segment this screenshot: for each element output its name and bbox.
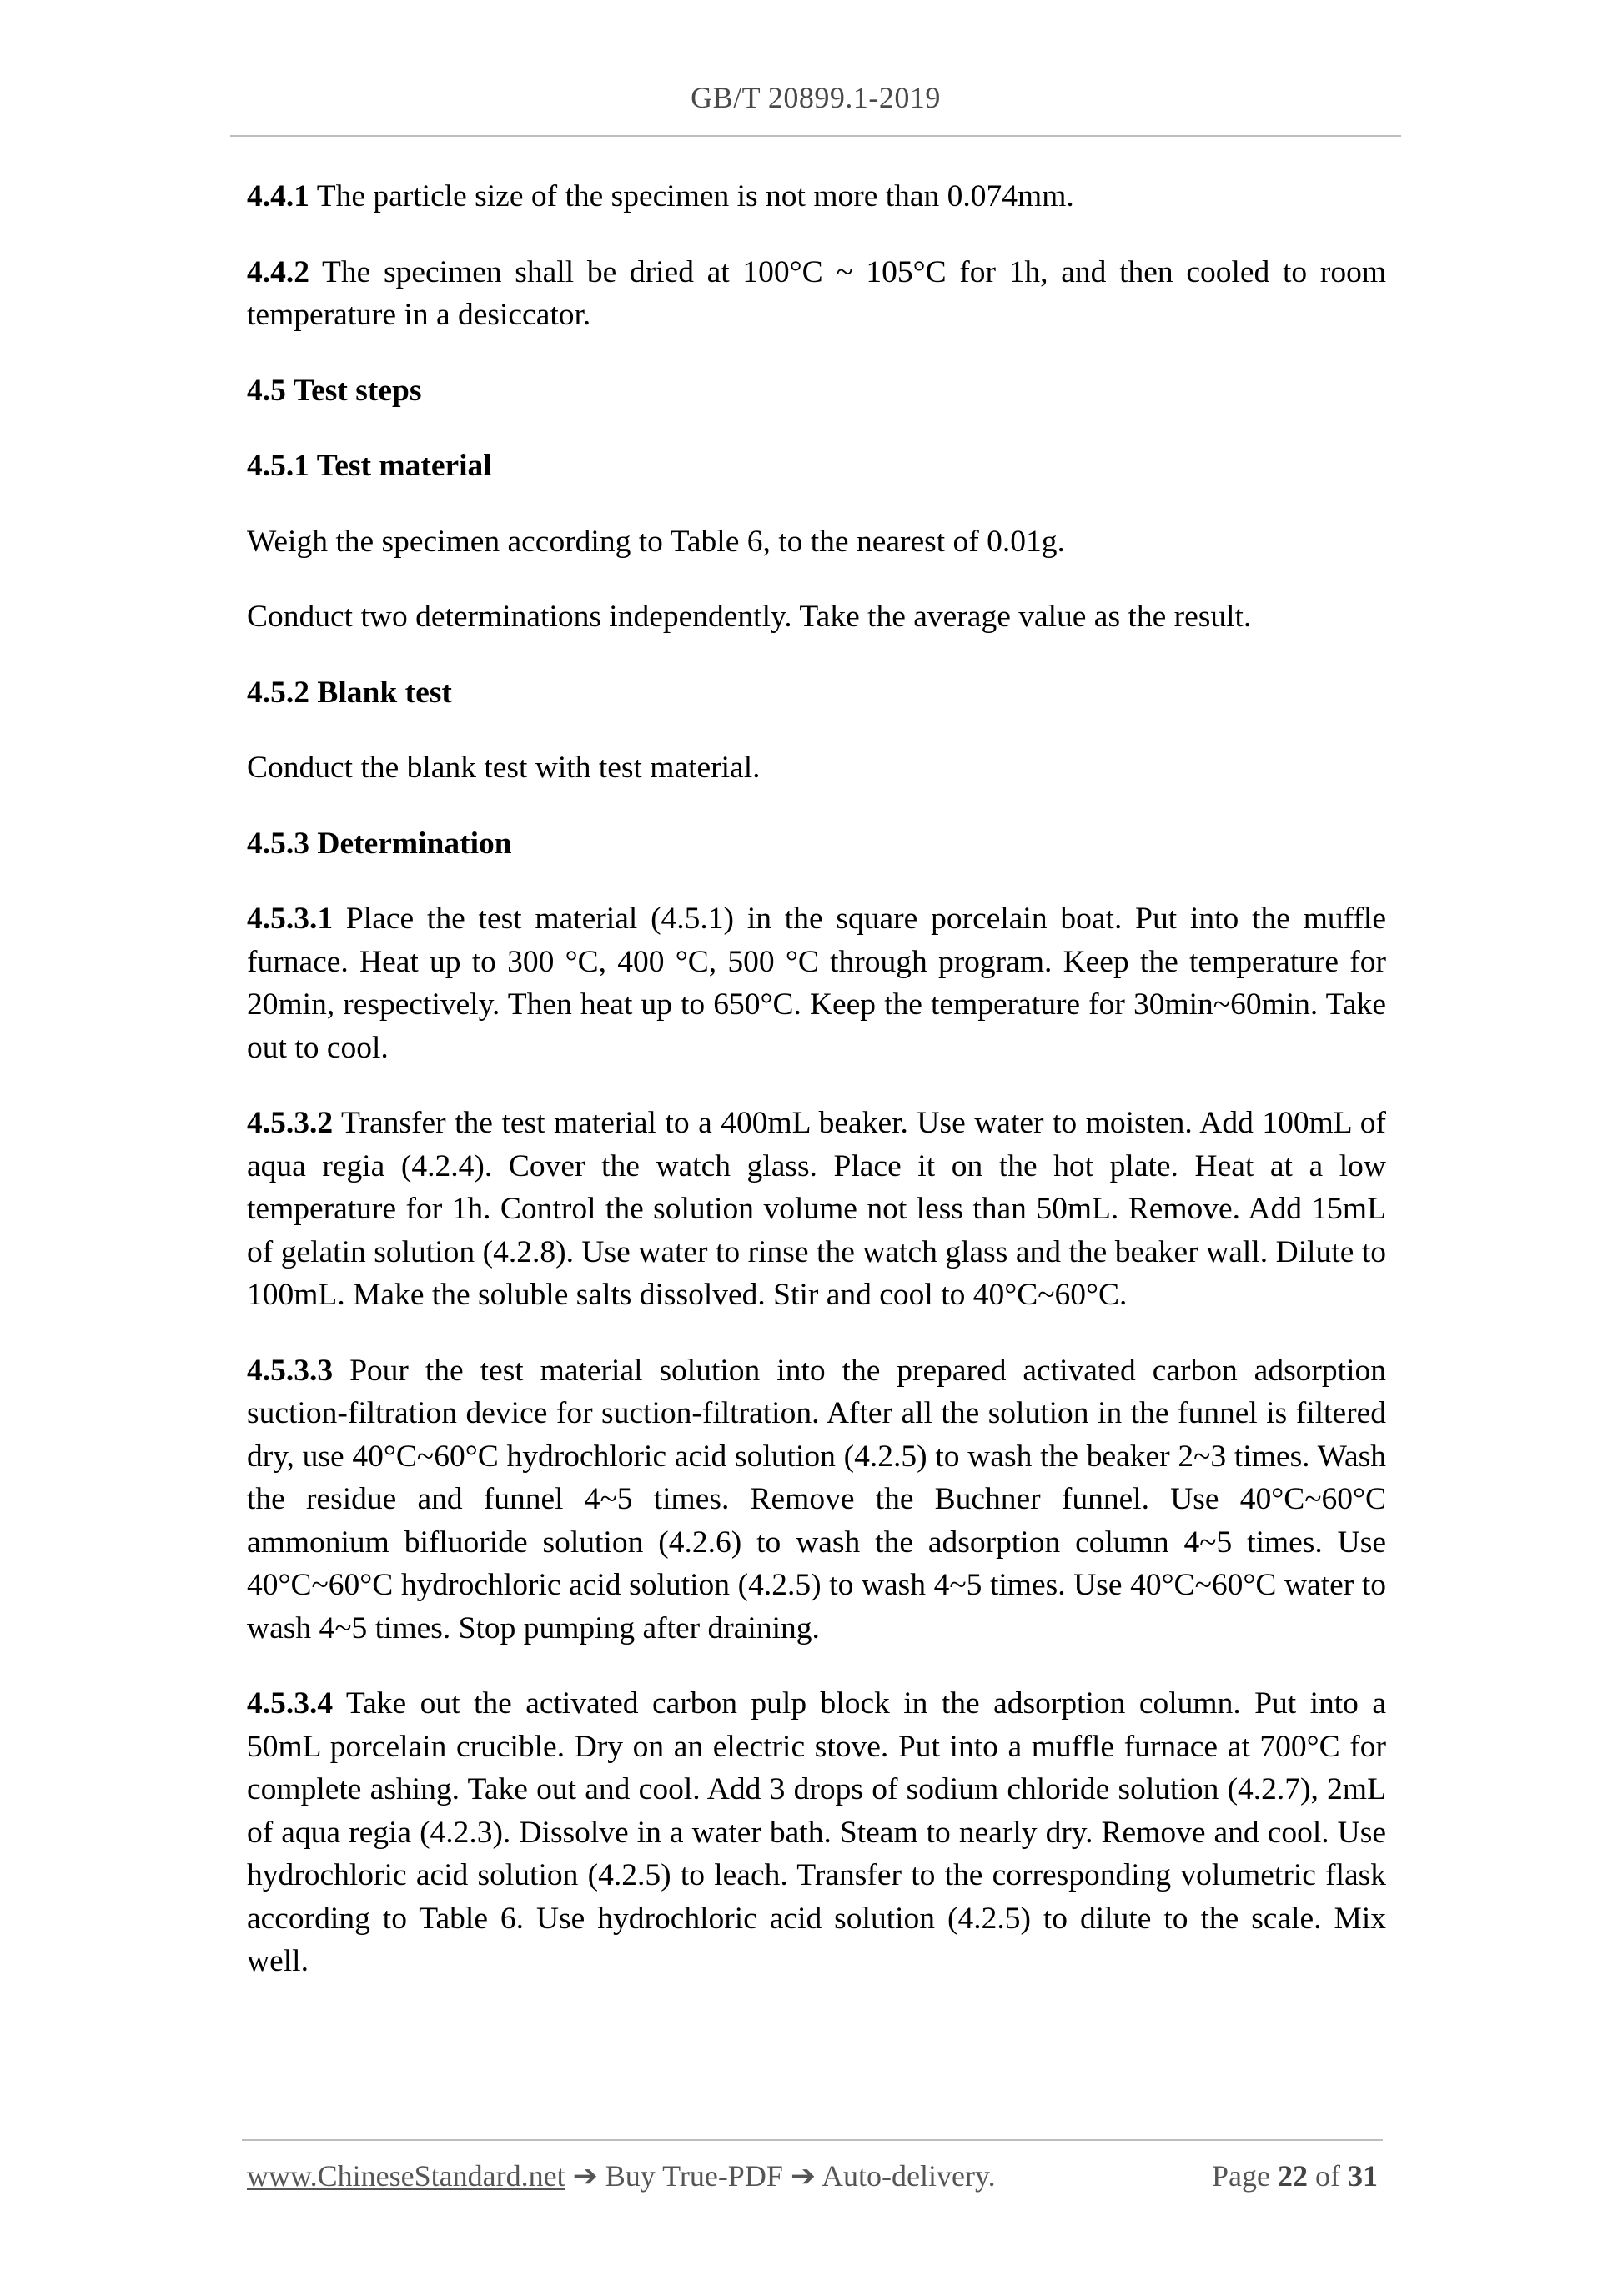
clause-number: 4.5.3.2	[247, 1106, 334, 1140]
buy-pdf-text: Buy True-PDF	[605, 2159, 783, 2193]
clause-4-5-3-1	[247, 897, 1386, 1069]
section-heading-4-5-1: 4.5.1 Test material	[247, 449, 492, 483]
arrow-right-icon: ➔	[782, 2159, 822, 2193]
clause-number: 4.5.3.4	[247, 1686, 334, 1721]
section-heading-4-5-3: 4.5.3 Determination	[247, 826, 512, 861]
clause-4-5-3-3	[247, 1349, 1386, 1650]
clause-4-4-1	[247, 175, 1386, 219]
footer-divider	[242, 2139, 1383, 2141]
clause-text: The particle size of the specimen is not more than 0.074mm.	[309, 179, 1074, 214]
clause-text: Place the test material (4.5.1) in the square porcelain boat. Put into the muffle furnace. Heat up to 300 °C, 400 °C, 500 °C through program. Keep the temperature for 20min, respectively. Then heat up to 650°C. Keep the temperature for 30min~60min. Take out to cool.	[247, 902, 1386, 1065]
clause-number: 4.4.2	[247, 254, 309, 289]
clause-4-5-3-4	[247, 1682, 1386, 1983]
paragraph-blank-test: Conduct the blank test with test material.	[247, 751, 761, 785]
clause-text: Take out the activated carbon pulp block in the adsorption column. Put into a 50mL porcelain crucible. Dry on an electric stove. Put into a muffle furnace at 700°C for complete ashing. Take out and cool. Add 3 drops of sodium chloride solution (4.2.7), 2mL of aqua regia (4.2.3). Dissolve in a water bath. Steam to nearly dry. Remove and cool. Use hydrochloric acid solution (4.2.5) to leach. Transfer to the corresponding volumetric flask according to Table 6. Use hydrochloric acid solution (4.2.5) to dilute to the scale. Mix well.	[247, 1686, 1386, 1978]
arrow-right-icon: ➔	[565, 2159, 605, 2193]
clause-4-4-2	[247, 251, 1386, 337]
auto-delivery-text: Auto-delivery.	[822, 2159, 996, 2193]
section-heading-4-5: 4.5 Test steps	[247, 373, 422, 408]
page-total: 31	[1348, 2159, 1378, 2193]
document-code: GB/T 20899.1-2019	[691, 81, 941, 114]
section-heading-4-5-2: 4.5.2 Blank test	[247, 675, 452, 710]
paragraph-weigh: Weigh the specimen according to Table 6, to the nearest of 0.01g.	[247, 524, 1065, 559]
page-current: 22	[1278, 2159, 1308, 2193]
clause-text: The specimen shall be dried at 100°C ~ 105°C for 1h, and then cooled to room temperature in a desiccator.	[247, 254, 1386, 332]
header-divider	[230, 135, 1401, 137]
paragraph-determinations: Conduct two determinations independently. Take the average value as the result.	[247, 600, 1252, 634]
page-header	[230, 80, 1401, 115]
clause-4-5-3-2	[247, 1102, 1386, 1317]
page-number	[1212, 2158, 1378, 2193]
page-label: Page	[1212, 2159, 1278, 2193]
document-body	[247, 175, 1386, 2016]
clause-text: Pour the test material solution into the prepared activated carbon adsorption suction-filtration device for suction-filtration. After all the solution in the funnel is filtered dry, use 40°C~60°C hydrochloric acid solution (4.2.5) to wash the beaker 2~3 times. Wash the residue and funnel 4~5 times. Remove the Buchner funnel. Use 40°C~60°C ammonium bifluoride solution (4.2.6) to wash the adsorption column 4~5 times. Use 40°C~60°C hydrochloric acid solution (4.2.5) to wash 4~5 times. Use 40°C~60°C water to wash 4~5 times. Stop pumping after draining.	[247, 1353, 1386, 1645]
footer-promo	[247, 2158, 996, 2193]
page-of: of	[1308, 2159, 1348, 2193]
website-link[interactable]: www.ChineseStandard.net	[247, 2159, 565, 2193]
clause-number: 4.5.3.3	[247, 1353, 334, 1388]
clause-number: 4.5.3.1	[247, 902, 334, 936]
clause-text: Transfer the test material to a 400mL beaker. Use water to moisten. Add 100mL of aqua regia (4.2.4). Cover the watch glass. Place it on the hot plate. Heat at a low temperature for 1h. Control the solution volume not less than 50mL. Remove. Add 15mL of gelatin solution (4.2.8). Use water to rinse the watch glass and the beaker wall. Dilute to 100mL. Make the soluble salts dissolved. Stir and cool to 40°C~60°C.	[247, 1106, 1386, 1312]
clause-number: 4.4.1	[247, 179, 309, 214]
